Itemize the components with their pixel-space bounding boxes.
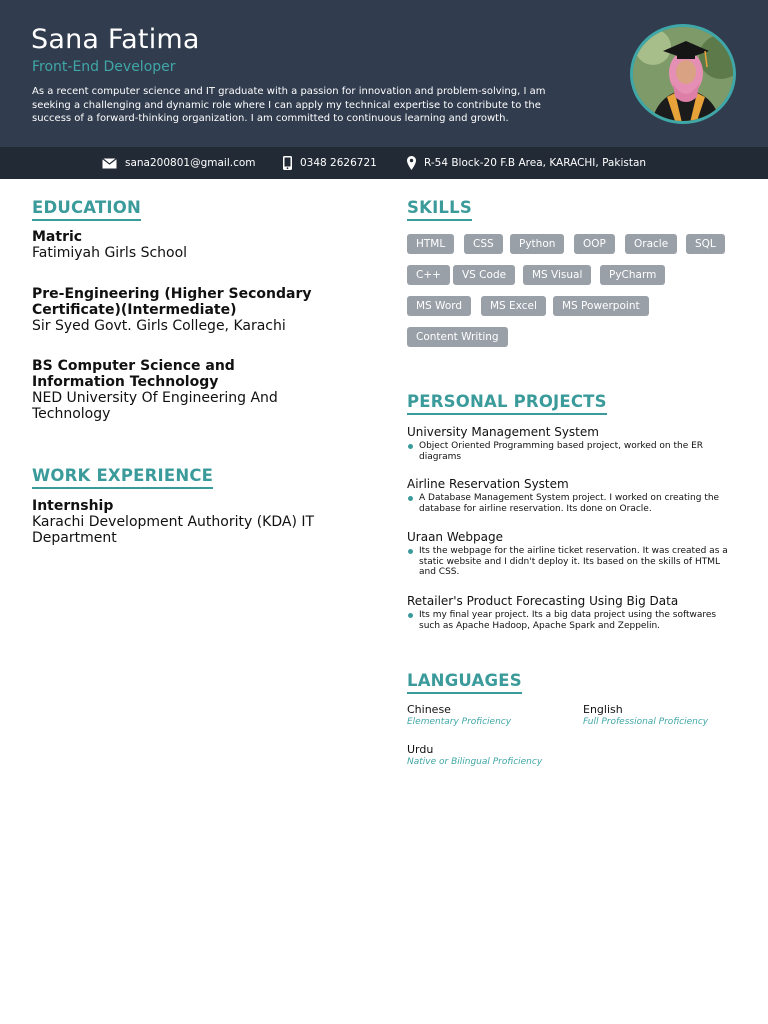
bullet-icon — [408, 444, 413, 449]
language-item — [407, 743, 542, 768]
work-role: Internship — [32, 498, 114, 514]
project-item — [407, 530, 732, 578]
project-description — [407, 493, 732, 514]
skill-tag: MS Powerpoint — [553, 296, 649, 316]
project-description-text: A Database Management System project. I worked on creating the database for airline reservation. Its done on Oracle. — [419, 493, 720, 514]
address-text: R-54 Block-20 F.B Area, KARACHI, Pakistan — [424, 157, 647, 169]
contact-email[interactable] — [102, 147, 256, 179]
education-item — [32, 229, 332, 261]
language-level: Elementary Proficiency — [407, 717, 512, 727]
language-item — [407, 703, 511, 728]
education-item — [32, 286, 332, 334]
work-experience-heading: WORK EXPERIENCE — [32, 466, 213, 489]
language-level: Full Professional Proficiency — [583, 717, 709, 727]
job-title: Front-End Developer — [32, 59, 176, 75]
phone-text: 0348 2626721 — [300, 157, 377, 169]
project-description-text: Its the webpage for the airline ticket reservation. It was created as a static website and I didn't deploy it. Its based on the skills of HTML and CSS. — [419, 546, 728, 577]
skill-tag: C++ — [407, 265, 450, 285]
bullet-icon — [408, 613, 413, 618]
work-company: Karachi Development Authority (KDA) IT Department — [32, 514, 315, 546]
education-item — [32, 358, 332, 422]
project-item — [407, 594, 732, 631]
skill-tag: VS Code — [453, 265, 515, 285]
language-item — [583, 703, 708, 728]
education-degree: Matric — [32, 229, 83, 245]
skill-tag: CSS — [464, 234, 503, 254]
skill-tag: MS Word — [407, 296, 471, 316]
education-degree: Pre-Engineering (Higher Secondary Certificate)(Intermediate) — [32, 286, 312, 318]
project-title: Airline Reservation System — [407, 477, 569, 491]
project-description — [407, 610, 732, 631]
project-title: Uraan Webpage — [407, 530, 503, 544]
bullet-icon — [408, 496, 413, 501]
location-pin-icon — [407, 156, 416, 170]
language-level: Native or Bilingual Proficiency — [407, 757, 543, 767]
email-text: sana200801@gmail.com — [125, 157, 256, 169]
education-heading: EDUCATION — [32, 198, 141, 221]
skill-tag: Python — [510, 234, 564, 254]
skill-tag: Oracle — [625, 234, 677, 254]
skill-tag: HTML — [407, 234, 454, 254]
resume-header — [0, 0, 768, 147]
phone-icon — [283, 156, 292, 170]
work-item — [32, 498, 332, 546]
project-item — [407, 425, 732, 462]
skill-tag: Content Writing — [407, 327, 508, 347]
education-degree: BS Computer Science and Information Technology — [32, 358, 235, 390]
contact-address — [407, 147, 646, 179]
education-institution: Sir Syed Govt. Girls College, Karachi — [32, 318, 286, 334]
envelope-icon — [102, 158, 117, 169]
contact-phone[interactable] — [283, 147, 377, 179]
bullet-icon — [408, 549, 413, 554]
skill-tag: PyCharm — [600, 265, 665, 285]
language-name: English — [583, 703, 623, 716]
language-name: Urdu — [407, 743, 434, 756]
project-item — [407, 477, 732, 514]
skill-tag: OOP — [574, 234, 615, 254]
skill-tag: MS Excel — [481, 296, 546, 316]
profile-photo — [630, 24, 736, 124]
education-institution: NED University Of Engineering And Technology — [32, 390, 278, 422]
project-description — [407, 546, 732, 578]
project-description-text: Its my final year project. Its a big data project using the softwares such as Apache Hadoop, Apache Spark and Zeppelin. — [419, 610, 717, 631]
project-title: Retailer's Product Forecasting Using Big Data — [407, 594, 679, 608]
candidate-name: Sana Fatima — [31, 24, 200, 55]
project-description-text: Object Oriented Programming based project, worked on the ER diagrams — [419, 441, 704, 462]
personal-projects-heading: PERSONAL PROJECTS — [407, 392, 607, 415]
language-name: Chinese — [407, 703, 451, 716]
languages-heading: LANGUAGES — [407, 671, 522, 694]
project-description — [407, 441, 732, 462]
contact-bar — [0, 147, 768, 179]
education-institution: Fatimiyah Girls School — [32, 245, 188, 261]
project-title: University Management System — [407, 425, 599, 439]
skill-tag: SQL — [686, 234, 725, 254]
skills-heading: SKILLS — [407, 198, 472, 221]
profile-summary: As a recent computer science and IT graduate with a passion for innovation and problem-solving, I am seeking a challenging and dynamic role where I can apply my technical expertise to contribute to the success of a forward-thinking organization. I am committed to continuous learning and growth. — [32, 86, 546, 124]
skill-tag: MS Visual — [523, 265, 591, 285]
